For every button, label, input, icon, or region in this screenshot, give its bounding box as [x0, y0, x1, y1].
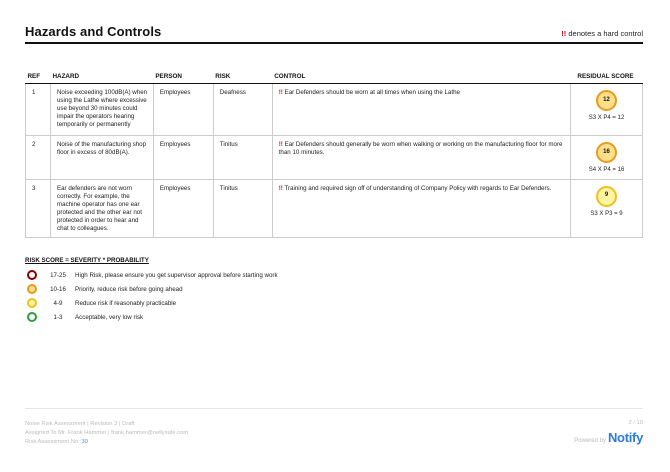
control-text: Training and required sign off of understanding of Company Policy with regards to Ear Defenders.: [284, 184, 552, 192]
footer-assessment-line: Risk Assessment No: 30: [25, 438, 88, 445]
legend-text: Priority, reduce risk before going ahead: [75, 285, 183, 293]
score-badge: 12: [596, 90, 617, 111]
footer-info: [25, 420, 188, 447]
page-number: 2 / 10: [628, 420, 643, 426]
control-text: Ear Defenders should generally be worn when walking or working on the manufacturing floor for more than 10 minutes.: [278, 141, 563, 157]
risk-score-legend: [25, 257, 325, 324]
legend-text: High Risk, please ensure you get supervisor approval before starting work: [75, 271, 278, 279]
section-header: [25, 24, 643, 44]
powered-by: [574, 430, 643, 445]
table-row: [26, 136, 643, 180]
cell-ref: 2: [26, 136, 51, 180]
hard-control-icon: !!: [278, 141, 283, 148]
cell-person: Employees: [153, 84, 213, 136]
legend-range: 17-25: [50, 271, 66, 279]
col-control: CONTROL: [272, 70, 570, 84]
cell-hazard: Noise of the manufacturing shop floor in excess of 80dB(A).: [50, 136, 153, 180]
legend-item: [25, 282, 325, 296]
cell-residual-score: [571, 136, 643, 180]
col-ref: REF: [26, 70, 51, 84]
score-formula: S3 X P3 = 9: [590, 210, 623, 217]
footer-assignee-line: Assigned To Mr. Frank Hammer | frank.hammer@nellysafe.com: [25, 429, 189, 436]
legend-item: [25, 268, 325, 282]
reduce-risk-dot-icon: [27, 298, 37, 308]
col-person: PERSON: [153, 70, 213, 84]
legend-item: [25, 296, 325, 310]
table-header-row: [26, 70, 643, 84]
legend-title: RISK SCORE = SEVERITY * PROBABILITY: [25, 257, 149, 264]
hard-control-note: denotes a hard control: [568, 29, 643, 38]
legend-range: 10-16: [50, 285, 66, 293]
cell-control: [272, 136, 570, 180]
cell-risk: Deafness: [213, 84, 272, 136]
cell-person: Employees: [153, 136, 213, 180]
footer-document-line: Noise Risk Assessment | Revision 3 | Draft: [25, 421, 135, 427]
cell-residual-score: [571, 84, 643, 136]
page-title: Hazards and Controls: [25, 24, 162, 39]
cell-ref: 1: [26, 84, 51, 136]
legend-range: 4-9: [53, 299, 63, 307]
col-residual-score: RESIDUAL SCORE: [571, 70, 643, 84]
cell-ref: 3: [26, 179, 51, 237]
cell-person: Employees: [153, 179, 213, 237]
notify-logo: Notify: [607, 430, 643, 445]
priority-dot-icon: [27, 284, 37, 294]
cell-residual-score: [571, 179, 643, 237]
cell-risk: Tinitus: [213, 136, 272, 180]
cell-control: [272, 179, 570, 237]
acceptable-dot-icon: [27, 312, 37, 322]
cell-risk: Tinitus: [213, 179, 272, 237]
score-badge: 16: [596, 142, 617, 163]
legend-text: Acceptable, very low risk: [75, 313, 144, 321]
cell-hazard: Noise exceeding 100dB(A) when using the Lathe where excessive use beyond 30 minutes could impair the operators hearing temporarily or permanently: [50, 84, 153, 136]
powered-by-label: Powered by: [574, 438, 606, 444]
table-row: [26, 84, 643, 136]
score-formula: S4 X P4 = 16: [588, 167, 625, 173]
hard-control-icon: !!: [561, 29, 567, 38]
col-hazard: HAZARD: [50, 70, 153, 84]
legend-text: Reduce risk if reasonably practicable: [75, 299, 177, 307]
cell-hazard: Ear defenders are not worn correctly. For example, the machine operator has one ear protected and the other ear not protected in order to hear and chat to colleagues.: [50, 179, 153, 237]
legend-range: 1-3: [53, 313, 63, 321]
hard-control-icon: !!: [278, 184, 283, 192]
legend-item: [25, 310, 325, 324]
high-risk-dot-icon: [27, 270, 37, 280]
hard-control-icon: !!: [278, 89, 283, 96]
control-text: Ear Defenders should be worn at all times when using the Lathe: [284, 89, 460, 96]
hard-control-legend: [561, 29, 643, 38]
score-formula: S3 X P4 = 12: [588, 115, 625, 121]
col-risk: RISK: [213, 70, 272, 84]
table-row: [26, 179, 643, 237]
score-badge: 9: [596, 186, 617, 207]
assessment-number-link[interactable]: 30: [81, 438, 88, 445]
footer-divider: [25, 408, 643, 409]
cell-control: [272, 84, 570, 136]
hazards-table: [25, 70, 643, 238]
